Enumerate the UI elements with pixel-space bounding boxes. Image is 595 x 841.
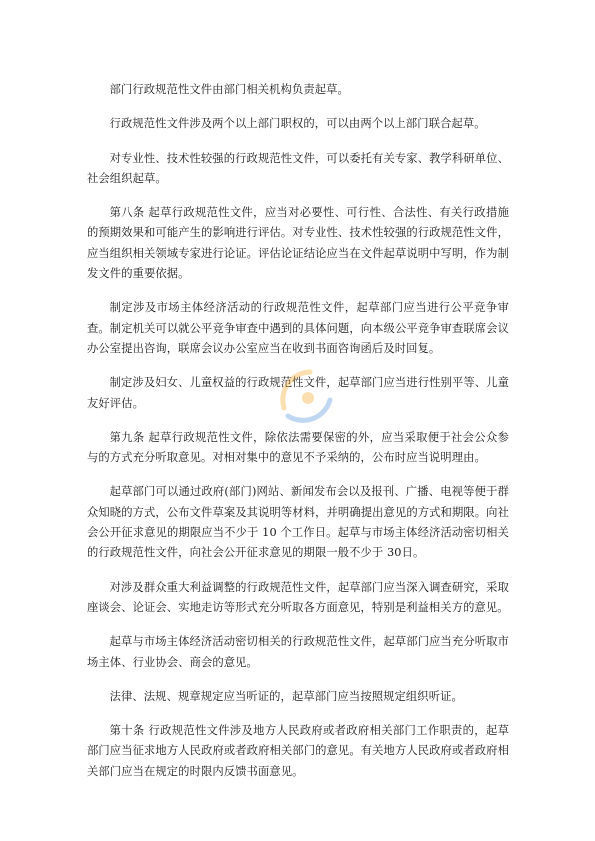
paragraph: 起草部门可以通过政府(部门)网站、新闻发布会以及报刊、广播、电视等便于群众知晓的方式，公布文件草案及其说明等材料，并明确提出意见的方式和期限。向社会公开征求意见的期限应当不少于 10 个工作日。起草与市场主体经济活动密切相关的行政规范性文件，向社会公开征求意见的期限一般不少于 30日。 [87, 485, 509, 560]
paragraph: 对涉及群众重大利益调整的行政规范性文件，起草部门应当深入调查研究，采取座谈会、论证会、实地走访等形式充分听取各方面意见，特别是利益相关方的意见。 [87, 580, 509, 614]
paragraph: 行政规范性文件涉及两个以上部门职权的，可以由两个以上部门联合起草。 [109, 117, 486, 131]
paragraph: 法律、法规、规章规定应当听证的，起草部门应当按照规定组织听证。 [109, 689, 463, 703]
paragraph: 第九条 起草行政规范性文件，除依法需要保密的外，应当采取便于社会公众参与的方式充分听取意见。对相对集中的意见不予采纳的，公布时应当说明理由。 [87, 430, 509, 465]
paragraph: 起草与市场主体经济活动密切相关的行政规范性文件，起草部门应当充分听取市场主体、行业协会、商会的意见。 [87, 635, 509, 669]
paragraph: 制定涉及市场主体经济活动的行政规范性文件，起草部门应当进行公平竞争审查。制定机关可以就公平竞争审查中遇到的具体问题，向本级公平竞争审查联席会议办公室提出咨询，联席会议办公室应当在收到书面咨询函后及时回复。 [87, 301, 509, 355]
paragraph: 部门行政规范性文件由部门相关机构负责起草。 [109, 83, 349, 96]
paragraph: 对专业性、技术性较强的行政规范性文件，可以委托有关专家、教学科研单位、社会组织起草。 [87, 151, 509, 185]
paragraph: 第十条 行政规范性文件涉及地方人民政府或者政府相关部门工作职责的，起草部门应当征求地方人民政府或者政府相关部门的意见。有关地方人民政府或者政府相关部门应当在规定的时限内反馈书面意见。 [87, 724, 509, 778]
document-body [87, 80, 509, 782]
paragraph: 制定涉及妇女、儿童权益的行政规范性文件，起草部门应当进行性别平等、儿童友好评估。 [87, 376, 509, 410]
paragraph: 第八条 起草行政规范性文件，应当对必要性、可行性、合法性、有关行政措施的预期效果和可能产生的影响进行评估。对专业性、技术性较强的行政规范性文件，应当组织相关领域专家进行论证。评估论证结论应当在文件起草说明中写明，作为制发文件的重要依据。 [87, 206, 509, 281]
